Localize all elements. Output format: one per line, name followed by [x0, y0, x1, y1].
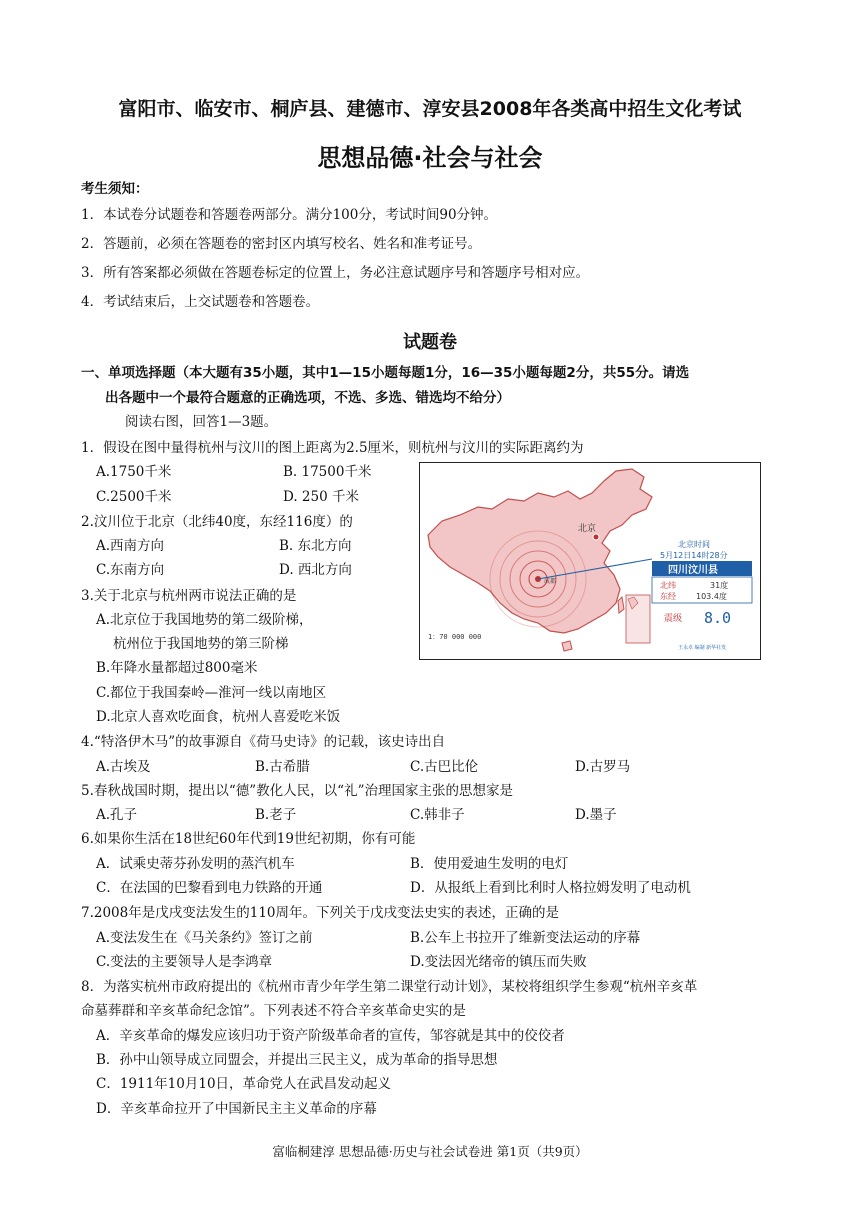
q3-option-c: C.都位于我国秦岭—淮河一线以南地区 [96, 685, 327, 701]
q6-option-a: A．试乘史蒂芬孙发明的蒸汽机车 [96, 856, 295, 872]
q5-option-c: C.韩非子 [410, 807, 465, 823]
lon-label: 东经 [660, 592, 676, 601]
q1-option-b: B. 17500千米 [283, 464, 372, 480]
time-value: 5月12日14时28分 [660, 551, 728, 560]
q6-option-c: C．在法国的巴黎看到电力铁路的开通 [96, 880, 323, 896]
lat-value: 31度 [710, 581, 729, 590]
notice-item: 2．答题前，必须在答题卷的密封区内填写校名、姓名和准考证号。 [81, 236, 482, 252]
q1-option-d: D. 250 千米 [283, 489, 359, 505]
q8-stem: 8．为落实杭州市政府提出的《杭州市青少年学生第二课堂行动计划》，某校将组织学生参观“杭州辛亥革 [81, 979, 698, 995]
map-credit: 王永卓 编制 新华社发 [678, 645, 727, 651]
q6-option-b: B．使用爱迪生发明的电灯 [410, 856, 569, 872]
q7-option-b: B.公车上书拉开了维新变法运动的序幕 [410, 930, 641, 946]
q5-option-d: D.墨子 [575, 807, 617, 823]
lon-value: 103.4度 [696, 592, 727, 601]
q7-stem: 7.2008年是戊戌变法发生的110周年。下列关于戊戌变法史实的表述，正确的是 [81, 905, 560, 921]
section-title: 试题卷 [403, 332, 457, 353]
q3-option-a-cont: 杭州位于我国地势的第三阶梯 [113, 636, 289, 652]
q2-option-d: D. 西北方向 [279, 562, 352, 578]
part1-heading: 一、单项选择题（本大题有35小题，其中1—15小题每题1分，16—35小题每题2分，共55分。请选 [81, 365, 690, 381]
q4-option-c: C.古巴比伦 [410, 759, 479, 775]
magnitude-label: 震级 [664, 614, 683, 624]
q8-option-a: A．辛亥革命的爆发应该归功于资产阶级革命者的宣传，邹容就是其中的佼佼者 [96, 1028, 565, 1044]
notice-item: 3．所有答案都必须做在答题卷标定的位置上，务必注意试题序号和答题序号相对应。 [81, 265, 590, 281]
q8-option-c: C．1911年10月10日，革命党人在武昌发动起义 [96, 1076, 392, 1092]
map-scale: 1：70 000 000 [428, 633, 482, 641]
earthquake-map [419, 462, 761, 660]
exam-title: 富阳市、临安市、桐庐县、建德市、淳安县2008年各类高中招生文化考试 [118, 98, 742, 120]
q8-stem-cont: 命墓葬群和辛亥革命纪念馆”。下列表述不符合辛亥革命史实的是 [81, 1003, 466, 1019]
q4-option-b: B.古希腊 [255, 759, 310, 775]
q2-stem: 2.汶川位于北京（北纬40度，东经116度）的 [81, 514, 353, 530]
chengdu-label: 成都 [544, 578, 557, 585]
q6-stem: 6.如果你生活在18世纪60年代到19世纪初期，你有可能 [81, 831, 416, 847]
china-map-graphic [420, 463, 760, 659]
q6-option-d: D．从报纸上看到比利时人格拉姆发明了电动机 [410, 880, 691, 896]
notice-heading: 考生须知： [81, 181, 149, 197]
q2-option-a: A.西南方向 [96, 538, 165, 554]
beijing-label: 北京 [578, 524, 597, 534]
notice-item: 1．本试卷分试题卷和答题卷两部分。满分100分，考试时间90分钟。 [81, 207, 498, 223]
county-name: 四川汶川县 [668, 565, 718, 576]
q5-option-b: B.老子 [255, 807, 297, 823]
q3-option-d: D.北京人喜欢吃面食，杭州人喜爱吃米饭 [96, 709, 341, 725]
q7-option-a: A.变法发生在《马关条约》签订之前 [96, 930, 313, 946]
q5-option-a: A.孔子 [96, 807, 138, 823]
q5-stem: 5.春秋战国时期，提出以“德”教化人民，以“礼”治理国家主张的思想家是 [81, 783, 513, 799]
q1-option-a: A.1750千米 [96, 464, 172, 480]
page-footer: 富临桐建淳 思想品德·历史与社会试卷进 第1页（共9页） [272, 1144, 588, 1159]
q1-option-c: C.2500千米 [96, 489, 172, 505]
q7-option-d: D.变法因光绪帝的镇压而失败 [410, 954, 587, 970]
q3-stem: 3.关于北京与杭州两市说法正确的是 [81, 588, 297, 604]
lat-label: 北纬 [660, 581, 676, 590]
q8-option-b: B．孙中山领导成立同盟会，并提出三民主义，成为革命的指导思想 [96, 1052, 498, 1068]
q3-option-a: A.北京位于我国地势的第二级阶梯， [96, 612, 313, 628]
part1-intro: 阅读右图，回答1—3题。 [125, 414, 278, 430]
time-label: 北京时间 [678, 540, 710, 549]
beijing-marker [593, 534, 599, 540]
q2-option-b: B. 东北方向 [279, 538, 352, 554]
q4-option-a: A.古埃及 [96, 759, 151, 775]
subject-title: 思想品德·社会与社会 [317, 144, 543, 172]
q4-stem: 4.“特洛伊木马”的故事源自《荷马史诗》的记载，该史诗出自 [81, 734, 446, 750]
q8-option-d: D．辛亥革命拉开了中国新民主主义革命的序幕 [96, 1101, 377, 1117]
magnitude-value: 8.0 [704, 609, 732, 627]
q2-option-c: C.东南方向 [96, 562, 165, 578]
q4-option-d: D.古罗马 [575, 759, 631, 775]
q7-option-c: C.变法的主要领导人是李鸿章 [96, 954, 273, 970]
notice-item: 4．考试结束后，上交试题卷和答题卷。 [81, 294, 320, 310]
q1-stem: 1．假设在图中量得杭州与汶川的图上距离为2.5厘米，则杭州与汶川的实际距离约为 [81, 440, 584, 456]
hainan-island [562, 641, 572, 651]
part1-heading-cont: 出各题中一个最符合题意的正确选项，不选、多选、错选均不给分） [105, 390, 510, 406]
q3-option-b: B.年降水量都超过800毫米 [96, 660, 258, 676]
